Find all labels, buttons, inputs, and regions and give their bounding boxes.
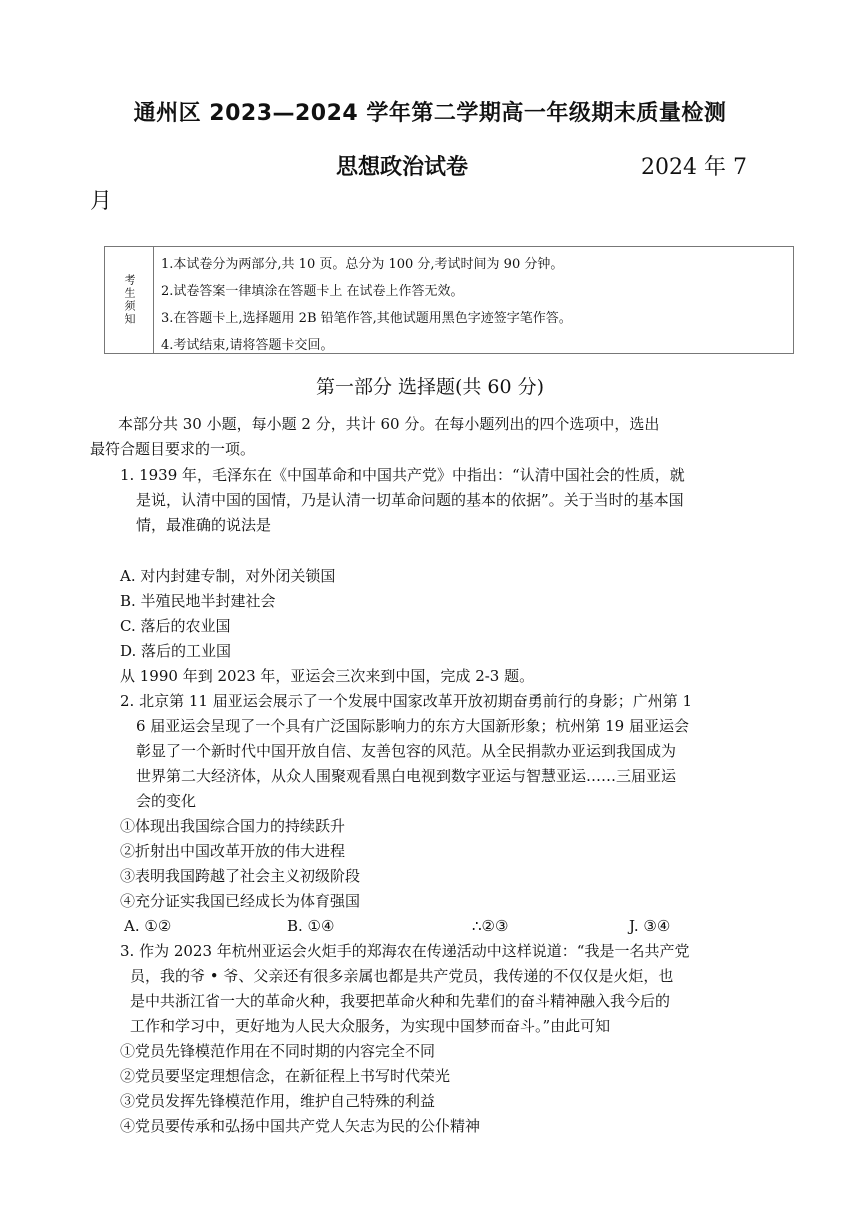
q3-stem-line: 员，我的爷 • 爷、父亲还有很多亲属也都是共产党员，我传递的不仅仅是火炬，也 (130, 967, 674, 985)
q2-option-d: J. ③④ (629, 917, 671, 935)
q3-stem-line: 是中共浙江省一大的革命火种，我要把革命火种和先辈们的奋斗精神融入我今后的 (130, 992, 671, 1010)
exam-date-month: 月 (90, 189, 113, 214)
notice-label-cell (105, 247, 154, 353)
q2-stem-line: 6 届亚运会呈现了一个具有广泛国际影响力的东方大国新形象；杭州第 19 届亚运会 (136, 717, 689, 735)
material-text: 从 1990 年到 2023 年，亚运会三次来到中国，完成 2-3 题。 (120, 667, 535, 685)
notice-item: 2.试卷答案一律填涂在答题卡上 在试卷上作答无效。 (161, 284, 464, 299)
q2-stem-line: 会的变化 (136, 792, 197, 810)
q2-stem-line: 彰显了一个新时代中国开放自信、友善包容的风范。从全民捐款办亚运到我国成为 (136, 742, 677, 760)
q2-stem-line: 2. 北京第 11 届亚运会展示了一个发展中国家改革开放初期奋勇前行的身影；广州第 1 (120, 692, 693, 710)
notice-label: 考生须知 (123, 274, 136, 326)
notice-item: 4.考试结束,请将答题卡交回。 (161, 338, 334, 353)
section-intro-line: 最符合题目要求的一项。 (90, 440, 256, 458)
q1-stem-line: 情，最准确的说法是 (136, 516, 272, 534)
q3-statement: ②党员要坚定理想信念，在新征程上书写时代荣光 (120, 1067, 451, 1085)
q3-stem-line: 3. 作为 2023 年杭州亚运会火炬手的郑海农在传递活动中这样说道：“我是一名共产党 (120, 942, 690, 960)
q1-option-c: C. 落后的农业国 (120, 617, 231, 635)
q3-statement: ①党员先锋模范作用在不同时期的内容完全不同 (120, 1042, 436, 1060)
q1-stem-line: 是说，认清中国的国情，乃是认清一切革命问题的基本的依据”。关于当时的基本国 (136, 491, 684, 509)
candidate-notice-box (104, 246, 794, 354)
section-intro-line: 本部分共 30 小题，每小题 2 分，共计 60 分。在每小题列出的四个选项中，选出 (118, 415, 660, 433)
exam-subtitle: 思想政治试卷 (336, 155, 469, 180)
q2-option-b: B. ①④ (287, 917, 335, 935)
q1-option-b: B. 半殖民地半封建社会 (120, 592, 276, 610)
q2-stem-line: 世界第二大经济体，从众人围聚观看黑白电视到数字亚运与智慧亚运……三届亚运 (136, 767, 677, 785)
q2-option-c: ∴②③ (472, 917, 509, 935)
exam-title: 通州区 2023—2024 学年第二学期高一年级期末质量检测 (133, 101, 727, 126)
q3-statement: ③党员发挥先锋模范作用，维护自己特殊的利益 (120, 1092, 436, 1110)
exam-date: 2024 年 7 (641, 155, 747, 180)
notice-item: 3.在答题卡上,选择题用 2B 铅笔作答,其他试题用黑色字迹签字笔作答。 (161, 311, 572, 326)
notice-item: 1.本试卷分为两部分,共 10 页。总分为 100 分,考试时间为 90 分钟。 (161, 257, 564, 272)
q1-option-d: D. 落后的工业国 (120, 642, 232, 660)
q2-option-a: A. ①② (124, 917, 172, 935)
q2-statement: ①体现出我国综合国力的持续跃升 (120, 817, 346, 835)
q2-options (0, 916, 860, 938)
q3-statement: ④党员要传承和弘扬中国共产党人矢志为民的公仆精神 (120, 1117, 481, 1135)
q2-statement: ④充分证实我国已经成长为体育强国 (120, 892, 361, 910)
notice-items (161, 255, 572, 363)
q1-stem-line: 1. 1939 年，毛泽东在《中国革命和中国共产党》中指出：“认清中国社会的性质，就 (120, 466, 685, 484)
q1-option-a: A. 对内封建专制，对外闭关锁国 (120, 567, 336, 585)
q3-stem-line: 工作和学习中，更好地为人民大众服务，为实现中国梦而奋斗。”由此可知 (130, 1017, 611, 1035)
q2-statement: ②折射出中国改革开放的伟大进程 (120, 842, 346, 860)
section-title: 第一部分 选择题(共 60 分) (315, 376, 545, 398)
q2-statement: ③表明我国跨越了社会主义初级阶段 (120, 867, 361, 885)
